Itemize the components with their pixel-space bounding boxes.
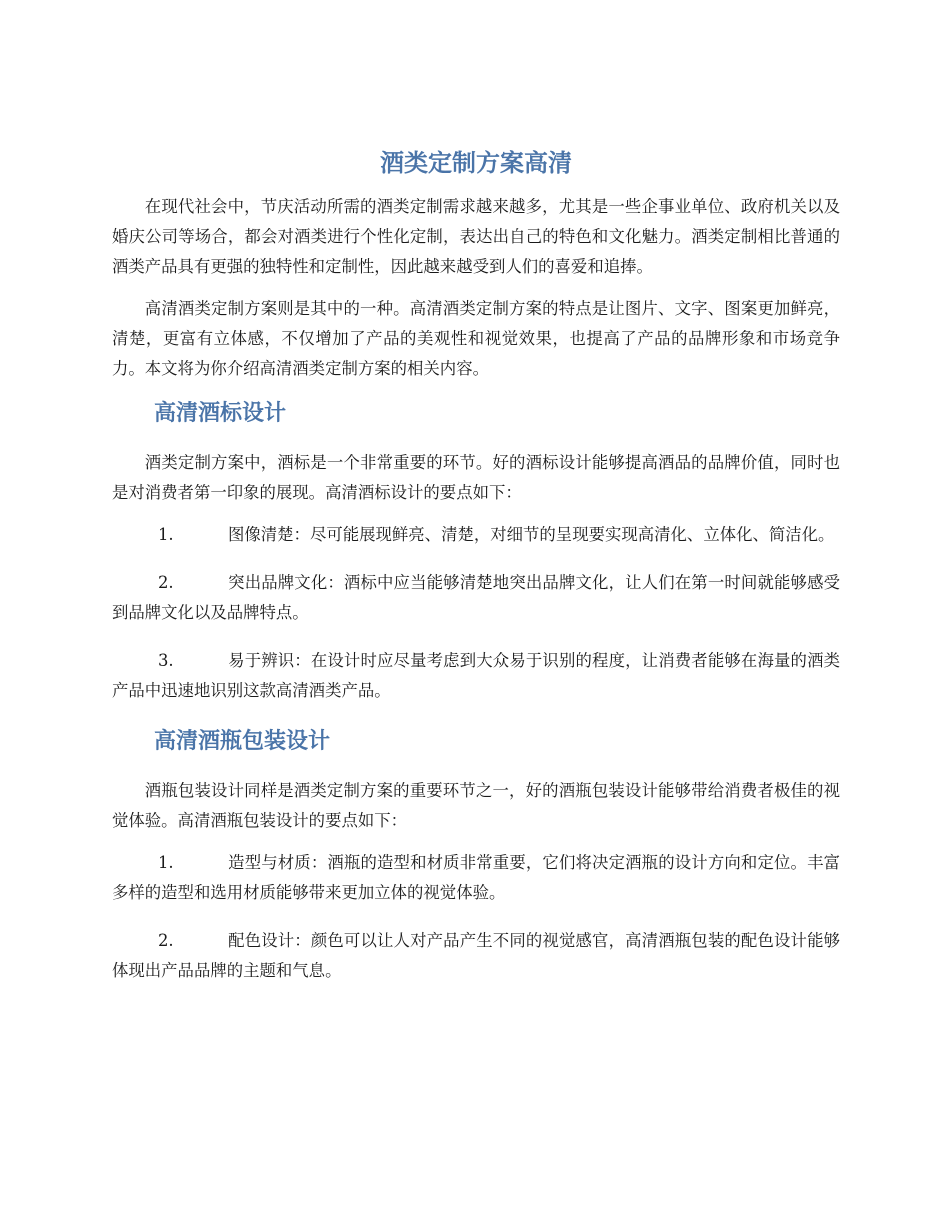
list-number: 1. [158,525,174,544]
list-text: 图像清楚：尽可能展现鲜亮、清楚，对细节的呈现要实现高清化、立体化、简洁化。 [228,525,835,544]
list-item [112,646,840,706]
list-item [112,848,840,908]
list-item [112,520,840,550]
list-item [112,926,840,986]
list-text: 造型与材质：酒瓶的造型和材质非常重要，它们将决定酒瓶的设计方向和定位。丰富多样的造型和选用材质能够带来更加立体的视觉体验。 [112,853,840,902]
document-title: 酒类定制方案高清 [380,149,572,177]
list-number: 3. [158,651,174,670]
section-paragraph: 酒类定制方案中，酒标是一个非常重要的环节。好的酒标设计能够提高酒品的品牌价值，同时也是对消费者第一印象的展现。高清酒标设计的要点如下： [112,453,840,502]
list-text: 易于辨识：在设计时应尽量考虑到大众易于识别的程度，让消费者能够在海量的酒类产品中迅速地识别这款高清酒类产品。 [112,651,840,700]
intro-paragraph: 在现代社会中，节庆活动所需的酒类定制需求越来越多，尤其是一些企事业单位、政府机关以及婚庆公司等场合，都会对酒类进行个性化定制，表达出自己的特色和文化魅力。酒类定制相比普通的酒类产品具有更强的独特性和定制性，因此越来越受到人们的喜爱和追捧。 [112,197,840,276]
list-text: 突出品牌文化：酒标中应当能够清楚地突出品牌文化，让人们在第一时间就能够感受到品牌文化以及品牌特点。 [112,573,840,622]
intro-paragraph: 高清酒类定制方案则是其中的一种。高清酒类定制方案的特点是让图片、文字、图案更加鲜亮，清楚，更富有立体感，不仅增加了产品的美观性和视觉效果，也提高了产品的品牌形象和市场竞争力。本文将为你介绍高清酒类定制方案的相关内容。 [112,299,840,378]
section-heading: 高清酒瓶包装设计 [154,729,331,754]
list-number: 1. [158,853,174,872]
list-text: 配色设计：颜色可以让人对产品产生不同的视觉感官，高清酒瓶包装的配色设计能够体现出产品品牌的主题和气息。 [112,931,840,980]
section-bottle-packaging [112,724,840,986]
section-heading: 高清酒标设计 [154,401,287,426]
document-page [112,140,840,1004]
section-label-design [112,396,840,706]
section-paragraph: 酒瓶包装设计同样是酒类定制方案的重要环节之一，好的酒瓶包装设计能够带给消费者极佳的视觉体验。高清酒瓶包装设计的要点如下： [112,781,840,830]
list-number: 2. [158,931,174,950]
list-number: 2. [158,573,174,592]
list-item [112,568,840,628]
